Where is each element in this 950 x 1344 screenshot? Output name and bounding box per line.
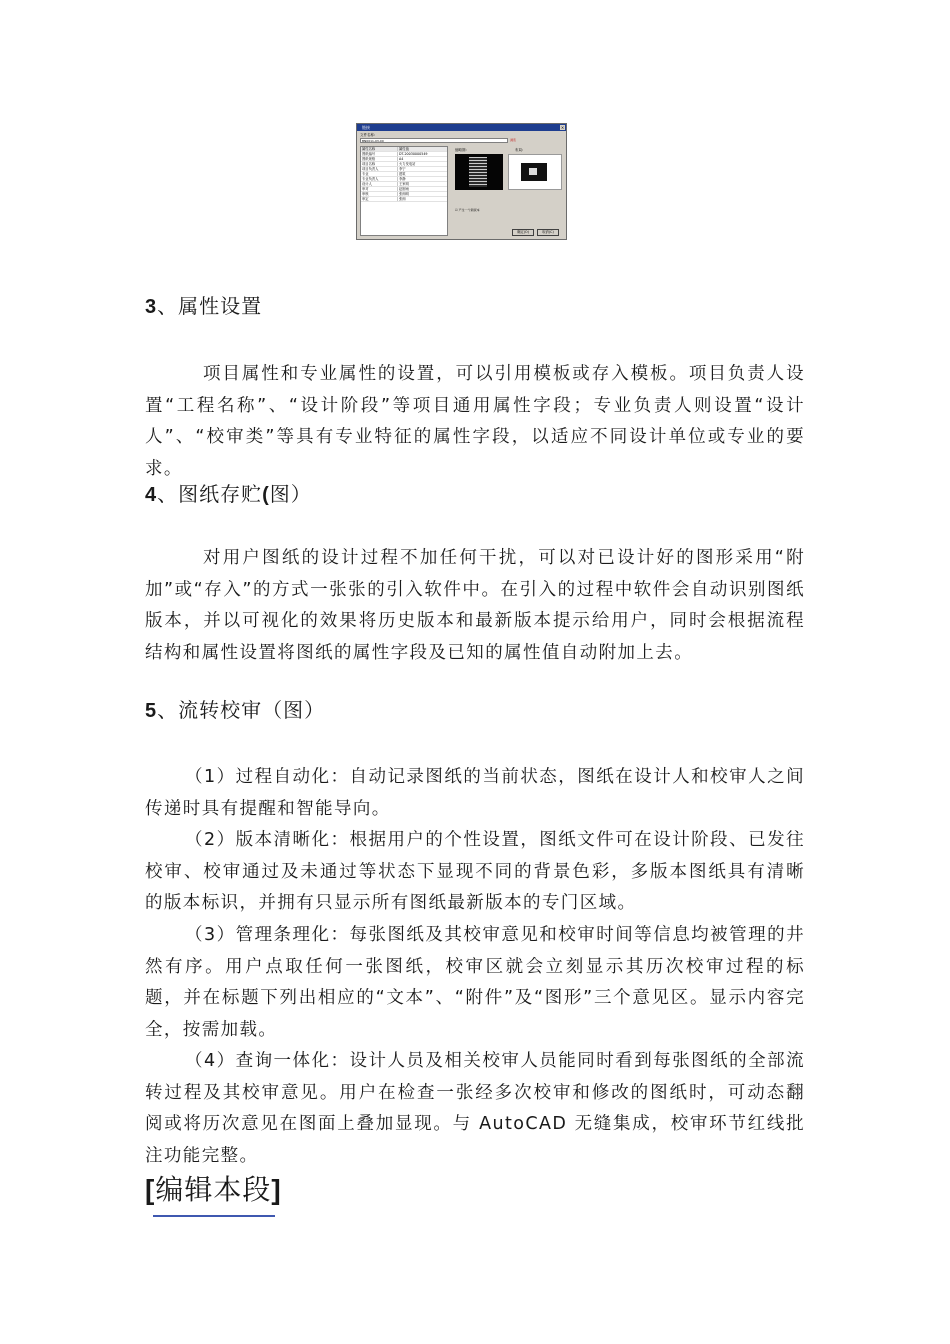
section-number: 3 <box>145 296 158 318</box>
section-5-heading <box>145 697 325 724</box>
section-title: 、流转校审（图） <box>157 698 326 722</box>
attr-value: 张朗明 <box>398 192 448 197</box>
attr-name: 图纸规格 <box>361 157 398 162</box>
layout-sheet-thumbnail <box>521 163 547 181</box>
attr-value: DT-20030000549 <box>398 152 448 157</box>
edit-section-link[interactable]: 编辑本段 <box>155 1173 272 1206</box>
thumbnail-preview <box>455 154 503 190</box>
file-name-field[interactable]: BN0011-03-00 <box>360 138 508 143</box>
attr-value: 李宁 <box>398 167 448 172</box>
attr-value: 张朗 <box>398 197 448 202</box>
list-item: （1）过程自动化：自动记录图纸的当前状态，图纸在设计人和校审人之间传递时具有提醒和智能导向。 <box>145 767 805 819</box>
edit-section-heading <box>145 1172 282 1208</box>
section-3-heading <box>145 293 262 320</box>
table-row[interactable] <box>361 197 447 202</box>
column-header: 属性值 <box>398 147 448 152</box>
attr-name: 审定 <box>361 197 398 202</box>
attr-value: 建筑 <box>398 172 448 177</box>
attr-value: A4 <box>398 157 448 162</box>
column-header: 属性名称 <box>361 147 398 152</box>
dialog-screenshot <box>356 123 567 240</box>
bracket-open: [ <box>145 1174 156 1205</box>
close-icon[interactable]: × <box>560 125 565 130</box>
attribute-grid <box>360 146 448 236</box>
layout-preview <box>508 154 562 190</box>
list-item: （2）版本清晰化：根据用户的个性设置，图纸文件可在设计阶段、已发往校审、校审通过及未通过等状态下显现不同的背景色彩，多版本图纸具有清晰的版本标识，并拥有只显示所有图纸最新版本的专门区域。 <box>145 830 805 913</box>
list-item: （4）查询一体化：设计人员及相关校审人员能同时看到每张图纸的全部流转过程及其校审意见。用户在检查一张经多次校审和修改的图纸时，可动态翻阅或将历次意见在图面上叠加显现。与 AutoCAD 无缝集成，校审环节红线批注功能完整。 <box>145 1051 805 1166</box>
attr-name: 专业 <box>361 172 398 177</box>
attr-value: 火力发电站 <box>398 162 448 167</box>
attr-value: 王家明 <box>398 182 448 187</box>
attr-value: 李静 <box>398 177 448 182</box>
browse-button[interactable]: 浏览 <box>510 138 517 142</box>
section-3-paragraph: 项目属性和专业属性的设置，可以引用模板或存入模板。项目负责人设置“工程名称”、“设计阶段”等项目通用属性字段；专业负责人则设置“设计人”、“校审类”等具有专业特征的属性字段，以适应不同设计单位或专业的要求。 <box>145 364 805 479</box>
section-title-suffix: 图） <box>269 482 312 506</box>
attr-name: 项目名称 <box>361 162 398 167</box>
attr-name: 图纸编号 <box>361 152 398 157</box>
attr-name: 项目负责人 <box>361 167 398 172</box>
dialog-title-bar <box>357 124 566 131</box>
layout-label: 布局: <box>515 148 524 152</box>
attr-name: 审对 <box>361 187 398 192</box>
section-number: 5 <box>145 700 158 722</box>
section-title: 、图纸存贮 <box>157 482 263 506</box>
section-4-paragraph: 对用户图纸的设计过程不加任何干扰，可以对已设计好的图形采用“附加”或“存入”的方式一张张的引入软件中。在引入的过程中软件会自动识别图纸版本，并以可视化的效果将历史版本和最新版本提示给用户，同时会根据流程结构和属性设置将图纸的属性字段及已知的属性值自动附加上去。 <box>145 548 805 663</box>
attr-name: 设计人 <box>361 182 398 187</box>
file-name-label: 文件名称: <box>360 133 376 137</box>
attr-value: 赵刚雨 <box>398 187 448 192</box>
section-title-paren: ( <box>262 484 270 506</box>
thumbnail-label: 缩略图: <box>455 148 467 152</box>
list-item: （3）管理条理化：每张图纸及其校审意见和校审时间等信息均被管理的井然有序。用户点取任何一张图纸，校审区就会立刻显示其历次校审过程的标题，并在标题下列出相应的“文本”、“附件”及“图形”三个意见区。显示内容完全，按需加载。 <box>145 925 805 1040</box>
new-version-label: 产生一个新版本 <box>458 208 480 212</box>
section-4-heading <box>145 481 312 508</box>
attr-name: 审核 <box>361 192 398 197</box>
cancel-button[interactable]: 取消(C) <box>537 229 559 236</box>
section-title: 、属性设置 <box>157 294 263 318</box>
bracket-close: ] <box>271 1174 282 1205</box>
section-number: 4 <box>145 484 158 506</box>
drawing-sheet-thumbnail <box>469 157 487 187</box>
dialog-title: 链接 <box>362 125 370 130</box>
new-version-checkbox[interactable]: ☑ 产生一个新版本 <box>455 208 480 212</box>
ok-button[interactable]: 确定(O) <box>512 229 534 236</box>
attr-name: 专业负责人 <box>361 177 398 182</box>
edit-link-underline <box>153 1215 275 1217</box>
